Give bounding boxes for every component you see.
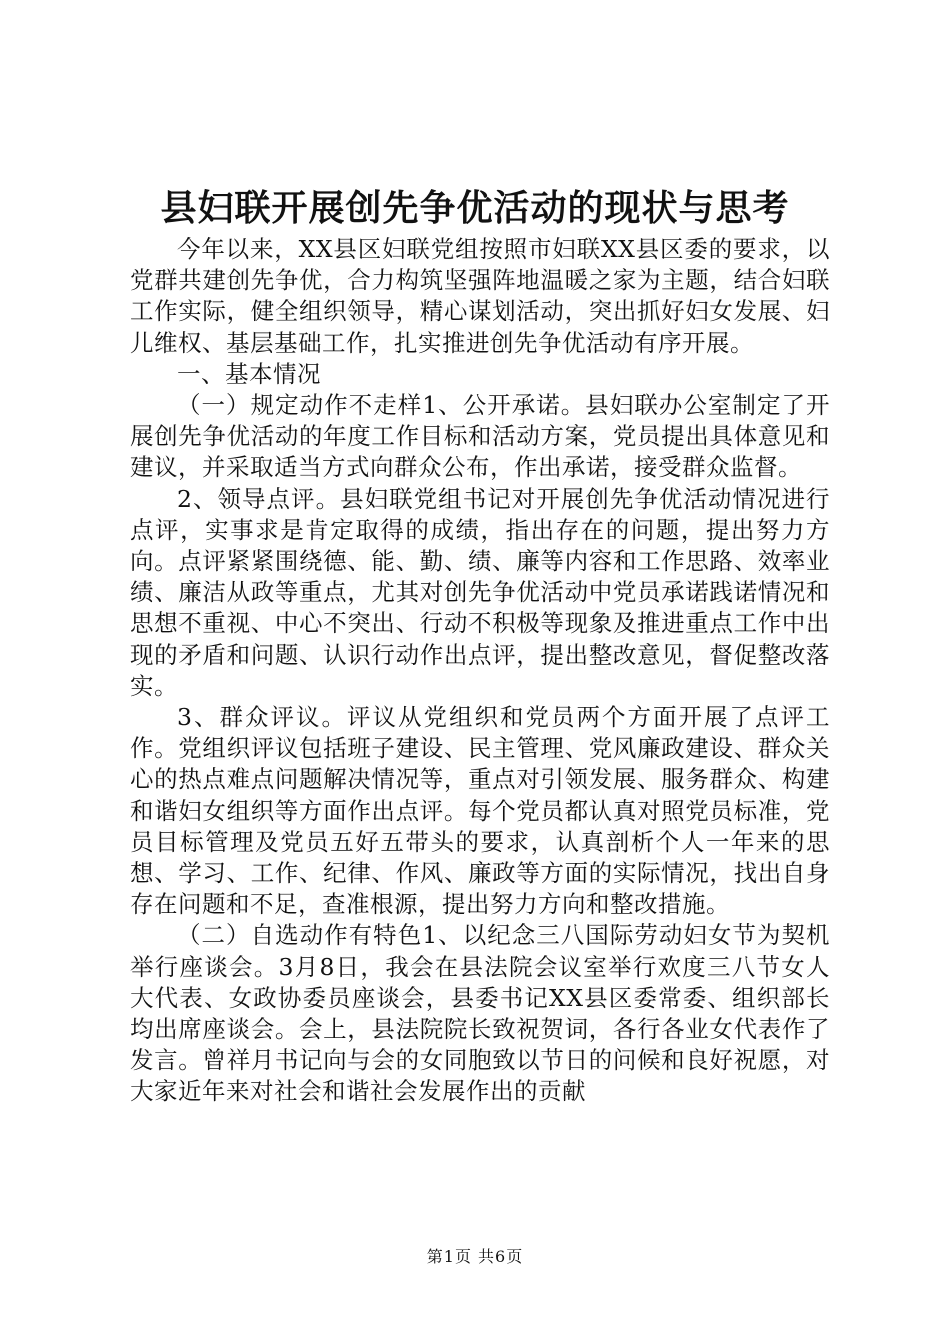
paragraph-public-review: 3、群众评议。评议从党组织和党员两个方面开展了点评工作。党组织评议包括班子建设、民主管理、党风廉政建设、群众关心的热点难点问题解决情况等，重点对引领发展、服务群众、构建和谐妇女组织等方面作出点评。每个党员都认真对照党员标准，党员目标管理及党员五好五带头的要求，认真剖析个人一年来的思想、学习、工作、纪律、作风、廉政等方面的实际情况，找出自身存在问题和不足，查准根源，提出努力方向和整改措施。 bbox=[130, 703, 830, 919]
document-title: 县妇联开展创先争优活动的现状与思考 bbox=[160, 187, 790, 229]
paragraph-regulated-actions: （一）规定动作不走样1、公开承诺。县妇联办公室制定了开展创先争优活动的年度工作目标和活动方案，党员提出具体意见和建议，并采取适当方式向群众公布，作出承诺，接受群众监督。 bbox=[130, 391, 830, 482]
paragraph-optional-actions: （二）自选动作有特色1、以纪念三八国际劳动妇女节为契机举行座谈会。3月8日，我会在县法院会议室举行欢度三八节女人大代表、女政协委员座谈会，县委书记XX县区委常委、组织部长均出席座谈会。会上，县法院院长致祝贺词，各行各业女代表作了发言。曾祥月书记向与会的女同胞致以节日的问候和良好祝愿，对大家近年来对社会和谐社会发展作出的贡献 bbox=[130, 921, 830, 1106]
page-footer: 第1页 共6页 bbox=[426, 1247, 524, 1266]
paragraph-leader-review: 2、领导点评。县妇联党组书记对开展创先争优活动情况进行点评，实事求是肯定取得的成绩，指出存在的问题，提出努力方向。点评紧紧围绕德、能、勤、绩、廉等内容和工作思路、效率业绩、廉洁从政等重点，尤其对创先争优活动中党员承诺践诺情况和思想不重视、中心不突出、行动不积极等现象及推进重点工作中出现的矛盾和问题、认识行动作出点评，提出整改意见，督促整改落实。 bbox=[130, 484, 830, 700]
paragraph-intro: 今年以来，XX县区妇联党组按照市妇联XX县区委的要求，以党群共建创先争优，合力构筑坚强阵地温暖之家为主题，结合妇联工作实际，健全组织领导，精心谋划活动，突出抓好妇女发展、妇儿维权、基层基础工作，扎实推进创先争优活动有序开展。 bbox=[130, 235, 830, 357]
section-heading-basic: 一、基本情况 bbox=[177, 359, 321, 388]
document-body bbox=[130, 234, 830, 1108]
